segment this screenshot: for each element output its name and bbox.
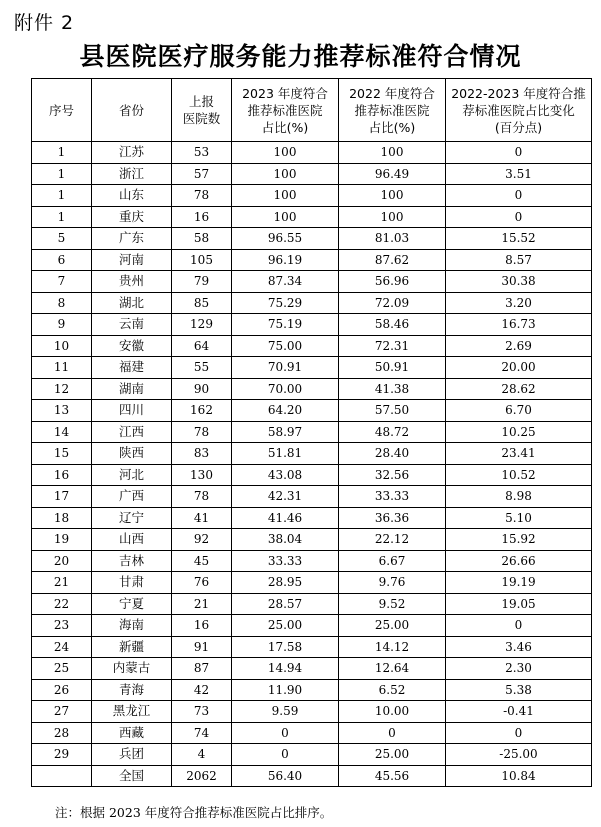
change-cell: 3.46 [446, 636, 592, 658]
rank-cell: 15 [32, 443, 92, 465]
ratio-2023-cell: 58.97 [232, 421, 339, 443]
header-2023-ratio: 2023 年度符合 推荐标准医院 占比(%) [232, 79, 339, 142]
change-cell: 26.66 [446, 550, 592, 572]
table-row [32, 486, 592, 508]
change-cell: 10.84 [446, 765, 592, 787]
footnote: 注：根据 2023 年度符合推荐标准医院占比排序。 [55, 805, 333, 820]
reported-count-cell: 105 [172, 249, 232, 271]
province-cell: 湖北 [92, 292, 172, 314]
change-cell: 2.69 [446, 335, 592, 357]
change-cell: 23.41 [446, 443, 592, 465]
rank-cell: 24 [32, 636, 92, 658]
ratio-2022-cell: 6.52 [339, 679, 446, 701]
rank-cell: 1 [32, 142, 92, 164]
ratio-2022-cell: 22.12 [339, 529, 446, 551]
reported-count-cell: 41 [172, 507, 232, 529]
ratio-2022-cell: 96.49 [339, 163, 446, 185]
change-cell: 3.51 [446, 163, 592, 185]
ratio-2022-cell: 41.38 [339, 378, 446, 400]
reported-count-cell: 78 [172, 486, 232, 508]
ratio-2022-cell: 81.03 [339, 228, 446, 250]
rank-cell: 7 [32, 271, 92, 293]
ratio-2022-cell: 14.12 [339, 636, 446, 658]
table-row [32, 550, 592, 572]
rank-cell: 18 [32, 507, 92, 529]
change-cell: 8.57 [446, 249, 592, 271]
ratio-2022-cell: 57.50 [339, 400, 446, 422]
reported-count-cell: 87 [172, 658, 232, 680]
province-cell: 河北 [92, 464, 172, 486]
rank-cell: 13 [32, 400, 92, 422]
province-cell: 海南 [92, 615, 172, 637]
rank-cell: 28 [32, 722, 92, 744]
table-row [32, 292, 592, 314]
ratio-2022-cell: 36.36 [339, 507, 446, 529]
reported-count-cell: 57 [172, 163, 232, 185]
table-row [32, 271, 592, 293]
ratio-2023-cell: 70.00 [232, 378, 339, 400]
table-header-row [32, 79, 592, 142]
table-row [32, 142, 592, 164]
ratio-2022-cell: 72.09 [339, 292, 446, 314]
rank-cell: 6 [32, 249, 92, 271]
ratio-2023-cell: 25.00 [232, 615, 339, 637]
ratio-2022-cell: 100 [339, 185, 446, 207]
ratio-2023-cell: 51.81 [232, 443, 339, 465]
province-cell: 广东 [92, 228, 172, 250]
table-row [32, 572, 592, 594]
change-cell: 15.52 [446, 228, 592, 250]
reported-count-cell: 2062 [172, 765, 232, 787]
ratio-2023-cell: 43.08 [232, 464, 339, 486]
reported-count-cell: 129 [172, 314, 232, 336]
reported-count-cell: 64 [172, 335, 232, 357]
rank-cell: 1 [32, 185, 92, 207]
ratio-2023-cell: 70.91 [232, 357, 339, 379]
ratio-2023-cell: 28.95 [232, 572, 339, 594]
rank-cell: 27 [32, 701, 92, 723]
rank-cell: 10 [32, 335, 92, 357]
table-row [32, 636, 592, 658]
table-row [32, 335, 592, 357]
change-cell: 0 [446, 142, 592, 164]
province-cell: 广西 [92, 486, 172, 508]
rank-cell: 19 [32, 529, 92, 551]
reported-count-cell: 83 [172, 443, 232, 465]
reported-count-cell: 53 [172, 142, 232, 164]
province-cell: 黑龙江 [92, 701, 172, 723]
change-cell: 0 [446, 615, 592, 637]
province-cell: 山西 [92, 529, 172, 551]
ratio-2022-cell: 10.00 [339, 701, 446, 723]
province-cell: 河南 [92, 249, 172, 271]
ratio-2022-cell: 25.00 [339, 615, 446, 637]
province-cell: 内蒙古 [92, 658, 172, 680]
change-cell: 3.20 [446, 292, 592, 314]
ratio-2023-cell: 9.59 [232, 701, 339, 723]
change-cell: 0 [446, 206, 592, 228]
document-title: 县医院医疗服务能力推荐标准符合情况 [79, 42, 522, 71]
reported-count-cell: 90 [172, 378, 232, 400]
rank-cell: 9 [32, 314, 92, 336]
change-cell: 5.10 [446, 507, 592, 529]
rank-cell: 26 [32, 679, 92, 701]
ratio-2023-cell: 33.33 [232, 550, 339, 572]
ratio-2022-cell: 50.91 [339, 357, 446, 379]
table-row [32, 443, 592, 465]
ratio-2023-cell: 75.19 [232, 314, 339, 336]
header-province: 省份 [92, 79, 172, 142]
change-cell: 10.52 [446, 464, 592, 486]
ratio-2023-cell: 56.40 [232, 765, 339, 787]
province-cell: 重庆 [92, 206, 172, 228]
province-cell: 青海 [92, 679, 172, 701]
table-row [32, 357, 592, 379]
table-row [32, 679, 592, 701]
rank-cell: 1 [32, 206, 92, 228]
province-cell: 甘肃 [92, 572, 172, 594]
ratio-2022-cell: 100 [339, 206, 446, 228]
change-cell: -0.41 [446, 701, 592, 723]
ratio-2023-cell: 96.19 [232, 249, 339, 271]
ratio-2023-cell: 28.57 [232, 593, 339, 615]
ratio-2023-cell: 14.94 [232, 658, 339, 680]
ratio-2023-cell: 100 [232, 206, 339, 228]
ratio-2022-cell: 9.76 [339, 572, 446, 594]
reported-count-cell: 78 [172, 185, 232, 207]
reported-count-cell: 85 [172, 292, 232, 314]
rank-cell: 17 [32, 486, 92, 508]
table-row [32, 507, 592, 529]
table-row [32, 615, 592, 637]
rank-cell: 1 [32, 163, 92, 185]
ratio-2023-cell: 42.31 [232, 486, 339, 508]
reported-count-cell: 4 [172, 744, 232, 766]
rank-cell: 11 [32, 357, 92, 379]
province-cell: 湖南 [92, 378, 172, 400]
ratio-2023-cell: 38.04 [232, 529, 339, 551]
ratio-2022-cell: 87.62 [339, 249, 446, 271]
ratio-2022-cell: 33.33 [339, 486, 446, 508]
table-row [32, 421, 592, 443]
province-cell: 吉林 [92, 550, 172, 572]
change-cell: 19.19 [446, 572, 592, 594]
ratio-2023-cell: 100 [232, 185, 339, 207]
header-2022-ratio: 2022 年度符合 推荐标准医院 占比(%) [339, 79, 446, 142]
reported-count-cell: 92 [172, 529, 232, 551]
rank-cell: 5 [32, 228, 92, 250]
change-cell: 20.00 [446, 357, 592, 379]
change-cell: 16.73 [446, 314, 592, 336]
table-row [32, 228, 592, 250]
province-cell: 辽宁 [92, 507, 172, 529]
ratio-2023-cell: 100 [232, 142, 339, 164]
ratio-2022-cell: 100 [339, 142, 446, 164]
reported-count-cell: 76 [172, 572, 232, 594]
reported-count-cell: 78 [172, 421, 232, 443]
change-cell: 6.70 [446, 400, 592, 422]
ratio-2022-cell: 56.96 [339, 271, 446, 293]
reported-count-cell: 16 [172, 206, 232, 228]
ratio-2022-cell: 32.56 [339, 464, 446, 486]
province-cell: 江西 [92, 421, 172, 443]
table-row [32, 464, 592, 486]
ratio-2023-cell: 0 [232, 722, 339, 744]
rank-cell: 12 [32, 378, 92, 400]
reported-count-cell: 130 [172, 464, 232, 486]
header-change: 2022-2023 年度符合推 荐标准医院占比变化 (百分点) [446, 79, 592, 142]
change-cell: 2.30 [446, 658, 592, 680]
change-cell: 30.38 [446, 271, 592, 293]
change-cell: 0 [446, 185, 592, 207]
ratio-2022-cell: 0 [339, 722, 446, 744]
change-cell: 5.38 [446, 679, 592, 701]
ratio-2023-cell: 64.20 [232, 400, 339, 422]
reported-count-cell: 73 [172, 701, 232, 723]
reported-count-cell: 91 [172, 636, 232, 658]
province-cell: 兵团 [92, 744, 172, 766]
change-cell: 19.05 [446, 593, 592, 615]
rank-cell: 20 [32, 550, 92, 572]
ratio-2022-cell: 28.40 [339, 443, 446, 465]
table-row [32, 378, 592, 400]
province-cell: 福建 [92, 357, 172, 379]
rank-cell: 21 [32, 572, 92, 594]
province-cell: 贵州 [92, 271, 172, 293]
rank-cell: 14 [32, 421, 92, 443]
reported-count-cell: 58 [172, 228, 232, 250]
table-row [32, 593, 592, 615]
ratio-2022-cell: 25.00 [339, 744, 446, 766]
ratio-2023-cell: 75.29 [232, 292, 339, 314]
change-cell: 10.25 [446, 421, 592, 443]
ratio-2023-cell: 75.00 [232, 335, 339, 357]
reported-count-cell: 21 [172, 593, 232, 615]
province-cell: 宁夏 [92, 593, 172, 615]
province-cell: 陕西 [92, 443, 172, 465]
ratio-2022-cell: 6.67 [339, 550, 446, 572]
table-row [32, 658, 592, 680]
province-cell: 云南 [92, 314, 172, 336]
ratio-2023-cell: 100 [232, 163, 339, 185]
ratio-2022-cell: 48.72 [339, 421, 446, 443]
province-cell: 全国 [92, 765, 172, 787]
reported-count-cell: 79 [172, 271, 232, 293]
rank-cell: 8 [32, 292, 92, 314]
reported-count-cell: 162 [172, 400, 232, 422]
ratio-2022-cell: 58.46 [339, 314, 446, 336]
table-row [32, 249, 592, 271]
province-cell: 安徽 [92, 335, 172, 357]
ratio-2023-cell: 0 [232, 744, 339, 766]
table-body [32, 142, 592, 787]
rank-cell: 29 [32, 744, 92, 766]
province-cell: 江苏 [92, 142, 172, 164]
rank-cell: 16 [32, 464, 92, 486]
table-row [32, 314, 592, 336]
ratio-2023-cell: 87.34 [232, 271, 339, 293]
table-row [32, 206, 592, 228]
reported-count-cell: 42 [172, 679, 232, 701]
table-row [32, 744, 592, 766]
ratio-2023-cell: 96.55 [232, 228, 339, 250]
province-cell: 浙江 [92, 163, 172, 185]
rank-cell: 25 [32, 658, 92, 680]
reported-count-cell: 16 [172, 615, 232, 637]
province-cell: 四川 [92, 400, 172, 422]
province-cell: 山东 [92, 185, 172, 207]
table-row [32, 163, 592, 185]
rank-cell: 23 [32, 615, 92, 637]
attachment-label: 附件 2 [14, 12, 75, 34]
compliance-table [31, 78, 592, 787]
table-row [32, 722, 592, 744]
rank-cell: 22 [32, 593, 92, 615]
ratio-2022-cell: 9.52 [339, 593, 446, 615]
header-reported-hospitals: 上报 医院数 [172, 79, 232, 142]
table-row-total [32, 765, 592, 787]
reported-count-cell: 74 [172, 722, 232, 744]
ratio-2022-cell: 72.31 [339, 335, 446, 357]
table-row [32, 701, 592, 723]
ratio-2023-cell: 11.90 [232, 679, 339, 701]
header-rank: 序号 [32, 79, 92, 142]
change-cell: 8.98 [446, 486, 592, 508]
province-cell: 新疆 [92, 636, 172, 658]
table-row [32, 400, 592, 422]
change-cell: 28.62 [446, 378, 592, 400]
reported-count-cell: 55 [172, 357, 232, 379]
change-cell: 0 [446, 722, 592, 744]
province-cell: 西藏 [92, 722, 172, 744]
change-cell: 15.92 [446, 529, 592, 551]
ratio-2022-cell: 12.64 [339, 658, 446, 680]
rank-cell [32, 765, 92, 787]
change-cell: -25.00 [446, 744, 592, 766]
table-row [32, 529, 592, 551]
reported-count-cell: 45 [172, 550, 232, 572]
table-row [32, 185, 592, 207]
ratio-2022-cell: 45.56 [339, 765, 446, 787]
ratio-2023-cell: 17.58 [232, 636, 339, 658]
ratio-2023-cell: 41.46 [232, 507, 339, 529]
